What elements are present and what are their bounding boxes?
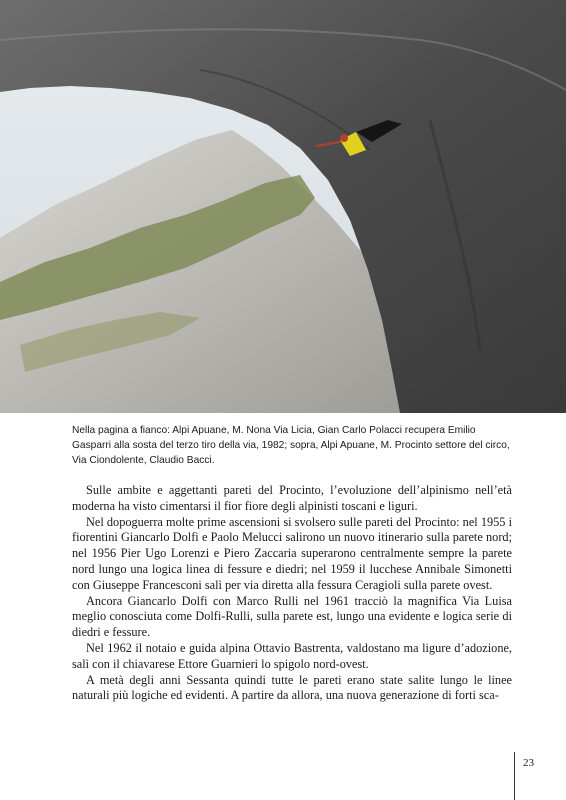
paragraph: A metà degli anni Sessanta quindi tutte le pareti erano state salite lungo le linee naturali più logiche ed evidenti. A partire da allora, una nuova generazione di forti sca- bbox=[72, 672, 512, 703]
paragraph: Nel 1962 il notaio e guida alpina Ottavio Bastrenta, valdostano ma ligure d’adozione, salì con il chiavarese Ettore Guarnieri lo spigolo nord-ovest. bbox=[72, 640, 512, 671]
paragraph: Nel dopoguerra molte prime ascensioni si svolsero sulle pareti del Procinto: nel 1955 i fiorentini Giancarlo Dolfi e Paolo Melucci salirono un nuovo itinerario sulla parete nord; nel 1956 Pier Ugo Lorenzi e Piero Zaccaria superarono centralmente sempre la parete nord lungo una logica linea di fessure e diedri; nel 1959 il lucchese Annibale Simonetti con Giuseppe Francesconi salì per via diretta alla fessura Ceragioli sulla parete ovest. bbox=[72, 514, 512, 592]
article-body bbox=[72, 483, 512, 704]
paragraph: Sulle ambite e aggettanti pareti del Procinto, l’evoluzione dell’alpinismo nell’età moderna ha visto cimentarsi il fior fiore degli alpinisti toscani e liguri. bbox=[72, 483, 512, 513]
page-number-rule bbox=[514, 752, 515, 800]
page-number: 23 bbox=[523, 757, 534, 769]
photo-caption: Nella pagina a fianco: Alpi Apuane, M. Nona Via Licia, Gian Carlo Polacci recupera Emilio Gasparri alla sosta del terzo tiro della via, 1982; sopra, Alpi Apuane, M. Procinto settore del circo, Via Ciondolente, Claudio Bacci. bbox=[72, 425, 510, 466]
paragraph: Ancora Giancarlo Dolfi con Marco Rulli nel 1961 tracciò la magnifica Via Luisa meglio conosciuta come Dolfi-Rulli, sulla parete est, lungo una evidente e logica serie di diedri e fessure. bbox=[72, 593, 512, 640]
